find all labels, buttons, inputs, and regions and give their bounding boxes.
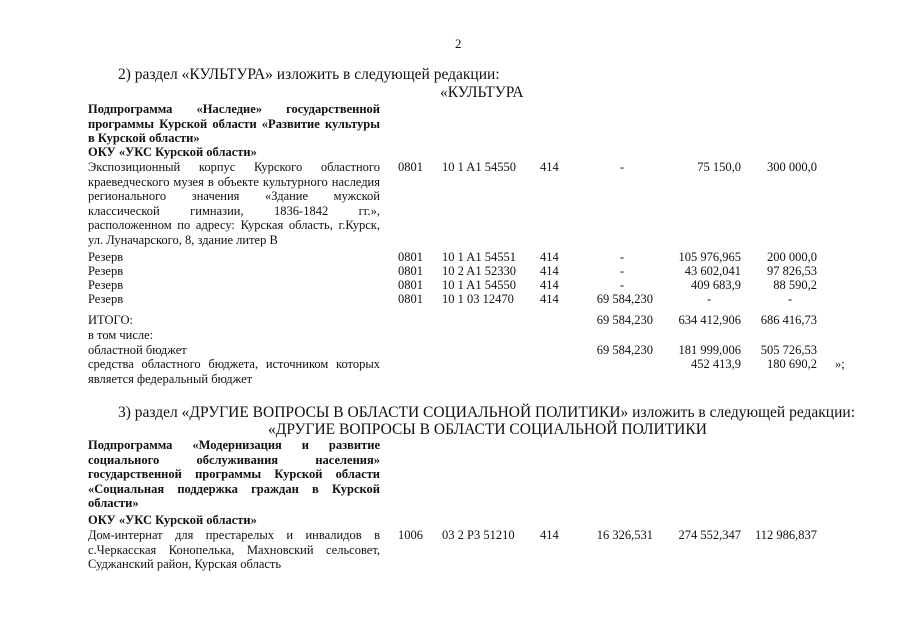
cell-year2: 409 683,9 xyxy=(691,278,741,292)
cell-year1: - xyxy=(620,264,625,278)
cell-name: Резерв xyxy=(88,278,124,292)
cell-year2: 75 150,0 xyxy=(697,160,741,174)
cell-year1: - xyxy=(620,160,625,174)
cell-year3: 686 416,73 xyxy=(760,313,817,327)
cell-cs: 10 1 03 12470 xyxy=(442,292,514,306)
cell-vr: 414 xyxy=(540,278,559,292)
cell-year3: 88 590,2 xyxy=(773,278,817,292)
table-row-nursing-home xyxy=(0,528,905,542)
cell-year3: 300 000,0 xyxy=(767,160,817,174)
table-row-including xyxy=(0,328,905,342)
closing-quote: »; xyxy=(835,357,845,371)
cell-year2: 105 976,965 xyxy=(678,250,741,264)
table-row xyxy=(0,264,905,278)
cell-vr: 414 xyxy=(540,528,559,542)
table-row-total xyxy=(0,313,905,327)
section-title-culture: «КУЛЬТУРА xyxy=(440,84,524,101)
cell-year1: - xyxy=(620,250,625,264)
oku-label-social: ОКУ «УКС Курской области» xyxy=(88,513,257,527)
cell-year3: 112 986,837 xyxy=(754,528,817,542)
cell-cs: 10 2 A1 52330 xyxy=(442,264,516,278)
total-label: ИТОГО: xyxy=(88,313,133,327)
cell-year1: 69 584,230 xyxy=(596,313,653,327)
cell-cs: 03 2 Р3 51210 xyxy=(442,528,515,542)
subprogram-social: Подпрограмма «Модернизация и развитие социального обслуживания населения» государственной программы Курской области «Социальная поддержка граждан в Курской области» xyxy=(88,438,380,510)
cell-year2: 634 412,906 xyxy=(678,313,741,327)
page-number: 2 xyxy=(455,36,462,51)
item-name-nursing-home: Дом-интернат для престарелых и инвалидов в с.Черкасская Конопелька, Махновский сельсовет, Суджанский район, Курская область xyxy=(88,528,380,571)
cell-cs: 10 1 A1 54550 xyxy=(442,278,516,292)
subprogram-culture: Подпрограмма «Наследие» государственной программы Курской области «Развитие культуры в Курской области» xyxy=(88,102,380,145)
table-row xyxy=(0,250,905,264)
cell-rz: 0801 xyxy=(398,160,423,174)
table-row xyxy=(0,292,905,306)
table-row-federal xyxy=(0,357,905,371)
cell-year2: 43 602,041 xyxy=(684,264,741,278)
including-label: в том числе: xyxy=(88,328,154,342)
table-row xyxy=(0,278,905,292)
section-heading-culture: 2) раздел «КУЛЬТУРА» изложить в следующей редакции: xyxy=(118,66,500,83)
section-title-social: «ДРУГИЕ ВОПРОСЫ В ОБЛАСТИ СОЦИАЛЬНОЙ ПОЛИТИКИ xyxy=(268,421,707,438)
cell-year1: 69 584,230 xyxy=(596,292,653,306)
section-heading-social: 3) раздел «ДРУГИЕ ВОПРОСЫ В ОБЛАСТИ СОЦИАЛЬНОЙ ПОЛИТИКИ» изложить в следующей редакции: xyxy=(118,404,855,421)
cell-year1: 69 584,230 xyxy=(596,343,653,357)
cell-year2: 274 552,347 xyxy=(678,528,741,542)
oku-label-culture: ОКУ «УКС Курской области» xyxy=(88,145,257,159)
cell-vr: 414 xyxy=(540,160,559,174)
cell-year1: 16 326,531 xyxy=(596,528,653,542)
cell-year3: 200 000,0 xyxy=(767,250,817,264)
regional-budget-label: областной бюджет xyxy=(88,343,187,357)
cell-name: Резерв xyxy=(88,250,124,264)
item-name-museum: Экспозиционный корпус Курского областного краеведческого музея в объекте культурного наследия регионального значения «Здание мужской классической гимназии, 1836-1842 гг.», расположенном по адресу: Курская область, г.Курск, ул. Луначарского, 8, здание литер В xyxy=(88,160,380,247)
cell-rz: 0801 xyxy=(398,250,423,264)
cell-vr: 414 xyxy=(540,292,559,306)
cell-year2: 181 999,006 xyxy=(678,343,741,357)
cell-name: Резерв xyxy=(88,264,124,278)
cell-year2: - xyxy=(707,292,712,306)
cell-year2: 452 413,9 xyxy=(691,357,741,371)
cell-cs: 10 1 A1 54551 xyxy=(442,250,516,264)
cell-vr: 414 xyxy=(540,264,559,278)
cell-name: Резерв xyxy=(88,292,124,306)
cell-cs: 10 1 A1 54550 xyxy=(442,160,516,174)
table-row-museum xyxy=(0,160,905,174)
cell-year3: 505 726,53 xyxy=(760,343,817,357)
cell-rz: 0801 xyxy=(398,278,423,292)
cell-rz: 1006 xyxy=(398,528,423,542)
cell-year3: 97 826,53 xyxy=(767,264,817,278)
cell-vr: 414 xyxy=(540,250,559,264)
cell-year3: 180 690,2 xyxy=(767,357,817,371)
cell-rz: 0801 xyxy=(398,292,423,306)
federal-budget-label: средства областного бюджета, источником которых является федеральный бюджет xyxy=(88,357,380,386)
cell-year3: - xyxy=(788,292,793,306)
cell-rz: 0801 xyxy=(398,264,423,278)
table-row-regional xyxy=(0,343,905,357)
cell-year1: - xyxy=(620,278,625,292)
